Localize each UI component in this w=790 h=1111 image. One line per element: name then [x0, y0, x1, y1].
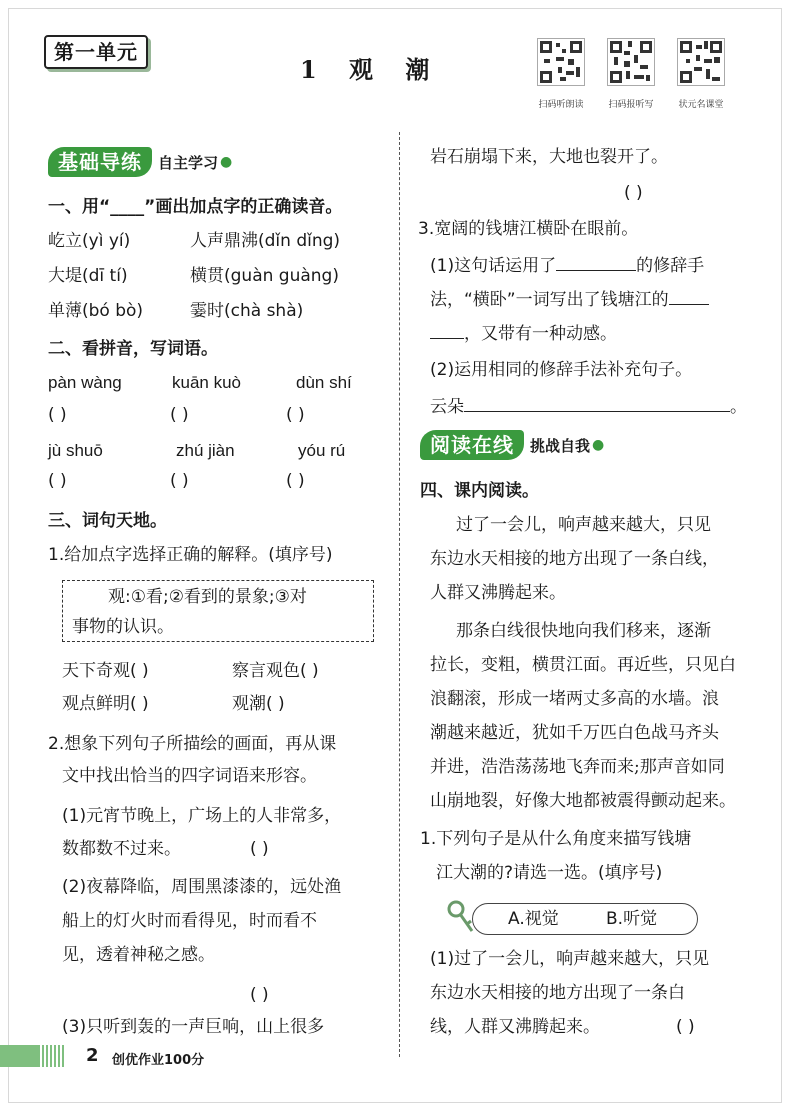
choice-item[interactable]: 察言观色( )	[232, 661, 319, 681]
fill-line	[430, 288, 709, 311]
answer-blank[interactable]: ( )	[48, 405, 67, 425]
pronunciation-item: 霎时(chà shà)	[190, 301, 304, 321]
choice-item[interactable]: 观点鲜明( )	[62, 694, 149, 714]
answer-blank[interactable]: ( )	[250, 839, 269, 859]
qr-code-icon[interactable]	[537, 38, 585, 86]
answer-blank[interactable]: ( )	[48, 471, 67, 491]
section-subtitle: 自主学习	[158, 153, 219, 172]
fill-blank[interactable]	[464, 395, 730, 412]
passage-line: 山崩地裂，好像大地都被震得颤动起来。	[430, 791, 736, 811]
pronunciation-item: 屹立(yì yí)	[48, 231, 131, 251]
answer-blank[interactable]: ( )	[170, 405, 189, 425]
fill-text: 法，“横卧”一词写出了钱塘江的	[430, 290, 669, 310]
section-subtitle: 挑战自我	[530, 436, 591, 455]
pinyin: pàn wàng	[48, 373, 122, 392]
choice-item[interactable]: 观潮( )	[232, 694, 285, 714]
passage-line: 潮越来越近，犹如千万匹白色战马齐头	[430, 723, 719, 743]
option-b: B.听觉	[606, 909, 658, 929]
column-divider	[399, 132, 400, 1057]
answer-blank[interactable]: ( )	[286, 471, 305, 491]
fill-line	[430, 395, 747, 418]
sub-question-2-cont: 文中找出恰当的四字词语来形容。	[62, 766, 317, 786]
question-4-title: 四、课内阅读。	[420, 481, 539, 501]
answer-blank[interactable]: ( )	[286, 405, 305, 425]
dot-icon: ●	[592, 437, 605, 453]
dot-icon: ●	[220, 154, 233, 170]
fill-text: 云朵	[430, 397, 464, 417]
qr-code-icon[interactable]	[677, 38, 725, 86]
sentence-line: (2)运用相同的修辞手法补充句子。	[430, 360, 693, 380]
definition-line: 事物的认识。	[72, 617, 174, 637]
qr-label: 扫码听朗读	[538, 100, 584, 110]
section-header-reading	[420, 428, 604, 462]
question-1-title: 一、用“____”画出加点字的正确读音。	[48, 197, 343, 217]
passage-line: 拉长，变粗，横贯江面。再近些，只见白	[430, 655, 736, 675]
answer-blank[interactable]: ( )	[676, 1017, 695, 1037]
section-title: 阅读在线	[420, 430, 524, 460]
sentence-line: (1)过了一会儿，响声越来越大，只见	[430, 949, 710, 969]
answer-blank[interactable]: ( )	[170, 471, 189, 491]
passage-line: 那条白线很快地向我们移来，逐渐	[456, 621, 711, 641]
sentence-line: (2)夜幕降临，周围黑漆漆的，远处渔	[62, 877, 342, 897]
sub-question-3: 3.宽阔的钱塘江横卧在眼前。	[418, 219, 639, 239]
book-title: 创优作业100分	[112, 1053, 205, 1068]
sentence-line: (1)元宵节晚上，广场上的人非常多，	[62, 806, 342, 826]
page-number: 2	[86, 1045, 99, 1066]
pronunciation-item: 单薄(bó bò)	[48, 301, 144, 321]
sentence-line: 线，人群又沸腾起来。	[430, 1017, 600, 1037]
sentence-line: 东边水天相接的地方出现了一条白	[430, 983, 685, 1003]
sentence-line: 岩石崩塌下来，大地也裂开了。	[430, 147, 668, 167]
section-title: 基础导练	[48, 147, 152, 177]
fill-line	[430, 322, 617, 345]
question-3-title: 三、词句天地。	[48, 511, 167, 531]
sub-question-2: 2.想象下列句子所描绘的画面，再从课	[48, 734, 337, 754]
passage-line: 过了一会儿，响声越来越大，只见	[456, 515, 711, 535]
sentence-line: 船上的灯火时而看得见，时而看不	[62, 911, 317, 931]
fill-blank[interactable]	[430, 322, 464, 339]
option-a: A.视觉	[508, 909, 559, 929]
answer-blank[interactable]: ( )	[250, 985, 269, 1005]
fill-text: 的修辞手	[636, 256, 705, 276]
passage-line: 浪翻滚，形成一堵两丈多高的水墙。浪	[430, 689, 719, 709]
definition-line: 观:①看;②看到的景象;③对	[108, 587, 307, 607]
qr-label: 扫码报听写	[608, 100, 654, 110]
fill-text: (1)这句话运用了	[430, 256, 557, 276]
unit-badge: 第一单元	[44, 35, 148, 69]
pronunciation-item: 横贯(guàn guàng)	[190, 266, 339, 286]
lesson-title: 1 观 潮	[300, 55, 442, 84]
passage-line: 并进，浩浩荡荡地飞奔而来;那声音如同	[430, 757, 725, 777]
pronunciation-item: 大堤(dī tí)	[48, 266, 128, 286]
reading-question-1-cont: 江大潮的?请选一选。(填序号)	[436, 863, 663, 883]
fill-line	[430, 254, 704, 277]
options-box	[472, 903, 698, 935]
sentence-line: (3)只听到轰的一声巨响，山上很多	[62, 1017, 325, 1037]
fill-blank[interactable]	[669, 288, 709, 305]
footer-pattern	[40, 1045, 66, 1067]
qr-label: 状元名课堂	[678, 100, 724, 110]
fill-blank[interactable]	[556, 254, 636, 271]
sub-question-1: 1.给加点字选择正确的解释。(填序号)	[48, 545, 333, 565]
question-2-title: 二、看拼音，写词语。	[48, 339, 218, 359]
sentence-line: 数都数不过来。	[62, 839, 181, 859]
sentence-line: 见，透着神秘之感。	[62, 945, 215, 965]
pronunciation-item: 人声鼎沸(dǐn dǐng)	[190, 231, 341, 251]
qr-code-icon[interactable]	[607, 38, 655, 86]
answer-blank[interactable]: ( )	[624, 183, 643, 203]
passage-line: 东边水天相接的地方出现了一条白线，	[430, 549, 719, 569]
fill-text: 。	[730, 397, 747, 417]
pinyin: kuān kuò	[172, 373, 241, 392]
pinyin: yóu rú	[298, 441, 346, 460]
pinyin: dùn shí	[296, 373, 352, 392]
reading-question-1: 1.下列句子是从什么角度来描写钱塘	[420, 829, 692, 849]
section-header-basic	[48, 145, 232, 179]
fill-text: ，又带有一种动感。	[464, 324, 617, 344]
passage-line: 人群又沸腾起来。	[430, 583, 566, 603]
pinyin: jù shuō	[48, 441, 103, 460]
choice-item[interactable]: 天下奇观( )	[62, 661, 149, 681]
pinyin: zhú jiàn	[176, 441, 235, 460]
